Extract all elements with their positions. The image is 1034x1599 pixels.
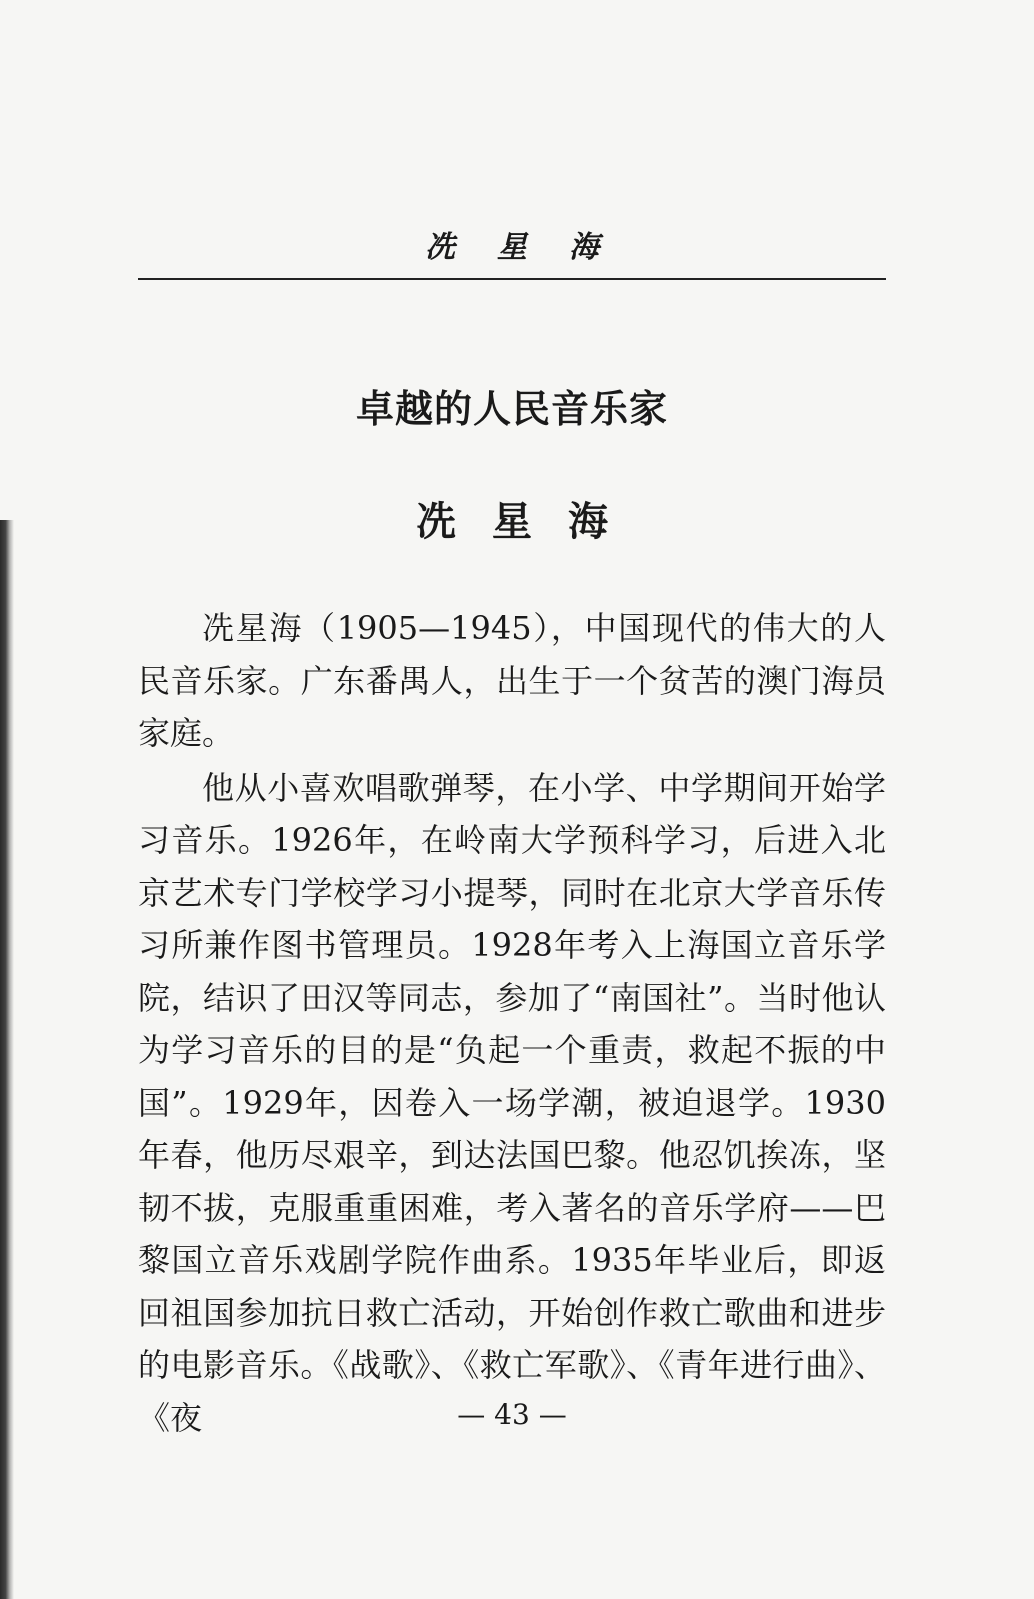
chapter-title: 卓越的人民音乐家	[355, 386, 668, 431]
body-text	[138, 602, 886, 1446]
author-name: 冼星海	[416, 499, 644, 545]
page-number: — 43 —	[457, 1398, 567, 1431]
page-binding-shadow	[0, 520, 14, 1599]
paragraph-intro: 冼星海（1905—1945），中国现代的伟大的人民音乐家。广东番禺人，出生于一个贫苦的澳门海员家庭。	[138, 609, 886, 752]
running-header: 冼星海	[425, 230, 641, 265]
paragraph-biography: 他从小喜欢唱歌弹琴，在小学、中学期间开始学习音乐。1926年，在岭南大学预科学习，后进入北京艺术专门学校学习小提琴，同时在北京大学音乐传习所兼作图书管理员。1928年考入上海国立音乐学院，结识了田汉等同志，参加了“南国社”。当时他认为学习音乐的目的是“负起一个重责，救起不振的中国”。1929年，因卷入一场学潮，被迫退学。1930年春，他历尽艰辛，到达法国巴黎。他忍饥挨冻，坚韧不拔，克服重重困难，考入著名的音乐学府——巴黎国立音乐戏剧学院作曲系。1935年毕业后，即返回祖国参加抗日救亡活动，开始创作救亡歌曲和进步的电影音乐。《战歌》、《救亡军歌》、《青年进行曲》、《夜	[138, 768, 886, 1437]
header-rule	[138, 278, 886, 280]
